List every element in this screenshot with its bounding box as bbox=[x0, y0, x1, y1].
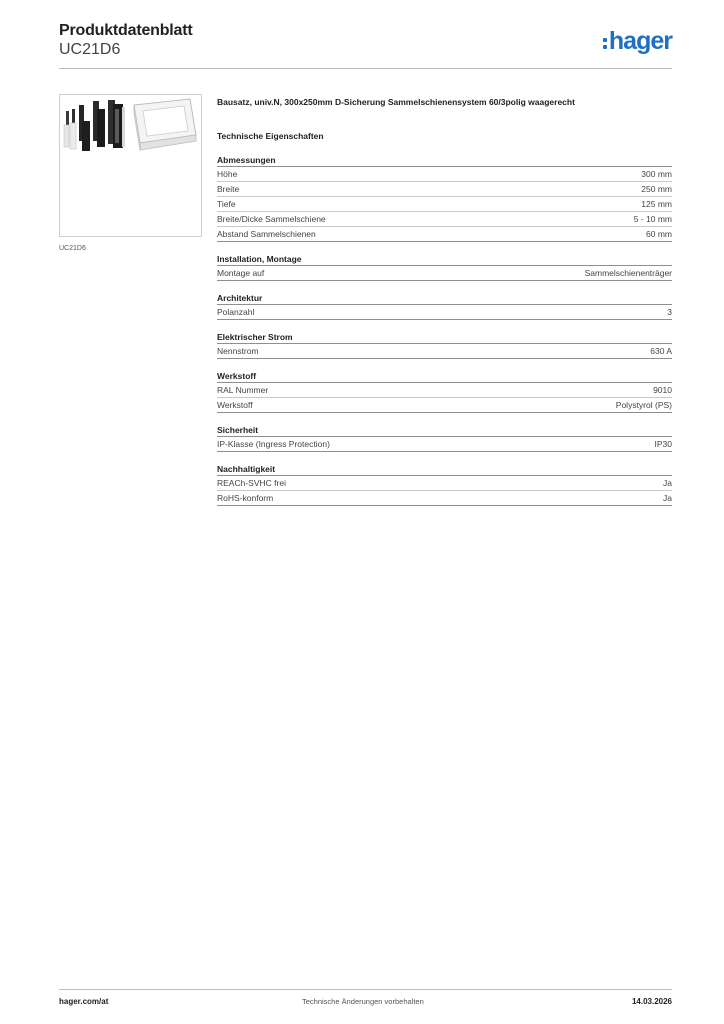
logo-text: hager bbox=[608, 27, 672, 55]
spec-label: RAL Nummer bbox=[217, 385, 269, 395]
spec-value: 250 mm bbox=[641, 184, 672, 194]
footer-date: 14.03.2026 bbox=[631, 997, 672, 1006]
spec-group-title: Installation, Montage bbox=[217, 254, 302, 264]
spec-value: IP30 bbox=[654, 439, 672, 449]
spec-label: Werkstoff bbox=[217, 400, 253, 410]
spec-label: REACh-SVHC frei bbox=[217, 478, 286, 488]
spec-group-title: Sicherheit bbox=[217, 425, 259, 435]
spec-groups bbox=[217, 155, 672, 506]
spec-row bbox=[217, 476, 672, 491]
spec-value: 9010 bbox=[653, 385, 672, 395]
footer-notice: Technische Änderungen vorbehalten bbox=[302, 997, 424, 1006]
spec-row bbox=[217, 197, 672, 212]
spec-row bbox=[217, 227, 672, 242]
footer-website-link[interactable]: hager.com/at bbox=[59, 997, 109, 1006]
spec-group bbox=[217, 371, 672, 413]
spec-label: Polanzahl bbox=[217, 307, 255, 317]
spec-label: Abstand Sammelschienen bbox=[217, 229, 316, 239]
tech-properties-heading: Technische Eigenschaften bbox=[217, 131, 324, 141]
spec-row bbox=[217, 167, 672, 182]
spec-value: 3 bbox=[667, 307, 672, 317]
spec-label: Montage auf bbox=[217, 268, 265, 278]
spec-group bbox=[217, 464, 672, 506]
product-description: Bausatz, univ.N, 300x250mm D-Sicherung Sammelschienensystem 60/3polig waagerecht bbox=[217, 97, 575, 107]
image-caption: UC21D6 bbox=[59, 245, 86, 252]
spec-content bbox=[217, 96, 672, 506]
spec-row bbox=[217, 305, 672, 320]
spec-group bbox=[217, 254, 672, 281]
page-footer bbox=[59, 997, 672, 1009]
footer-divider bbox=[59, 989, 672, 990]
spec-row bbox=[217, 383, 672, 398]
spec-value: 630 A bbox=[650, 346, 672, 356]
spec-group-title: Architektur bbox=[217, 293, 263, 303]
spec-label: Höhe bbox=[217, 169, 238, 179]
spec-group bbox=[217, 332, 672, 359]
spec-group-title: Elektrischer Strom bbox=[217, 332, 293, 342]
spec-group bbox=[217, 425, 672, 452]
spec-group bbox=[217, 155, 672, 242]
spec-label: RoHS-konform bbox=[217, 493, 274, 503]
document-title: Produktdatenblatt bbox=[59, 22, 193, 39]
product-code: UC21D6 bbox=[59, 41, 121, 58]
spec-label: IP-Klasse (Ingress Protection) bbox=[217, 439, 330, 449]
spec-row bbox=[217, 266, 672, 281]
spec-row bbox=[217, 491, 672, 506]
spec-row bbox=[217, 437, 672, 452]
spec-row bbox=[217, 212, 672, 227]
spec-label: Breite bbox=[217, 184, 240, 194]
header-divider bbox=[59, 68, 672, 69]
spec-row bbox=[217, 344, 672, 359]
logo-dots-icon bbox=[603, 38, 607, 49]
spec-value: 5 - 10 mm bbox=[633, 214, 672, 224]
spec-value: Ja bbox=[663, 478, 672, 488]
spec-value: Polystyrol (PS) bbox=[615, 400, 672, 410]
hager-logo bbox=[603, 28, 672, 54]
spec-label: Nennstrom bbox=[217, 346, 259, 356]
product-illustration bbox=[60, 95, 201, 236]
spec-label: Tiefe bbox=[217, 199, 236, 209]
spec-group-title: Nachhaltigkeit bbox=[217, 464, 276, 474]
spec-group bbox=[217, 293, 672, 320]
spec-value: Ja bbox=[663, 493, 672, 503]
spec-label: Breite/Dicke Sammelschiene bbox=[217, 214, 326, 224]
spec-group-title: Werkstoff bbox=[217, 371, 257, 381]
spec-value: Sammelschienenträger bbox=[584, 268, 672, 278]
spec-value: 60 mm bbox=[646, 229, 672, 239]
page-header bbox=[59, 20, 672, 68]
product-image bbox=[59, 94, 202, 237]
spec-value: 300 mm bbox=[641, 169, 672, 179]
spec-value: 125 mm bbox=[641, 199, 672, 209]
spec-group-title: Abmessungen bbox=[217, 155, 276, 165]
spec-row bbox=[217, 398, 672, 413]
spec-row bbox=[217, 182, 672, 197]
